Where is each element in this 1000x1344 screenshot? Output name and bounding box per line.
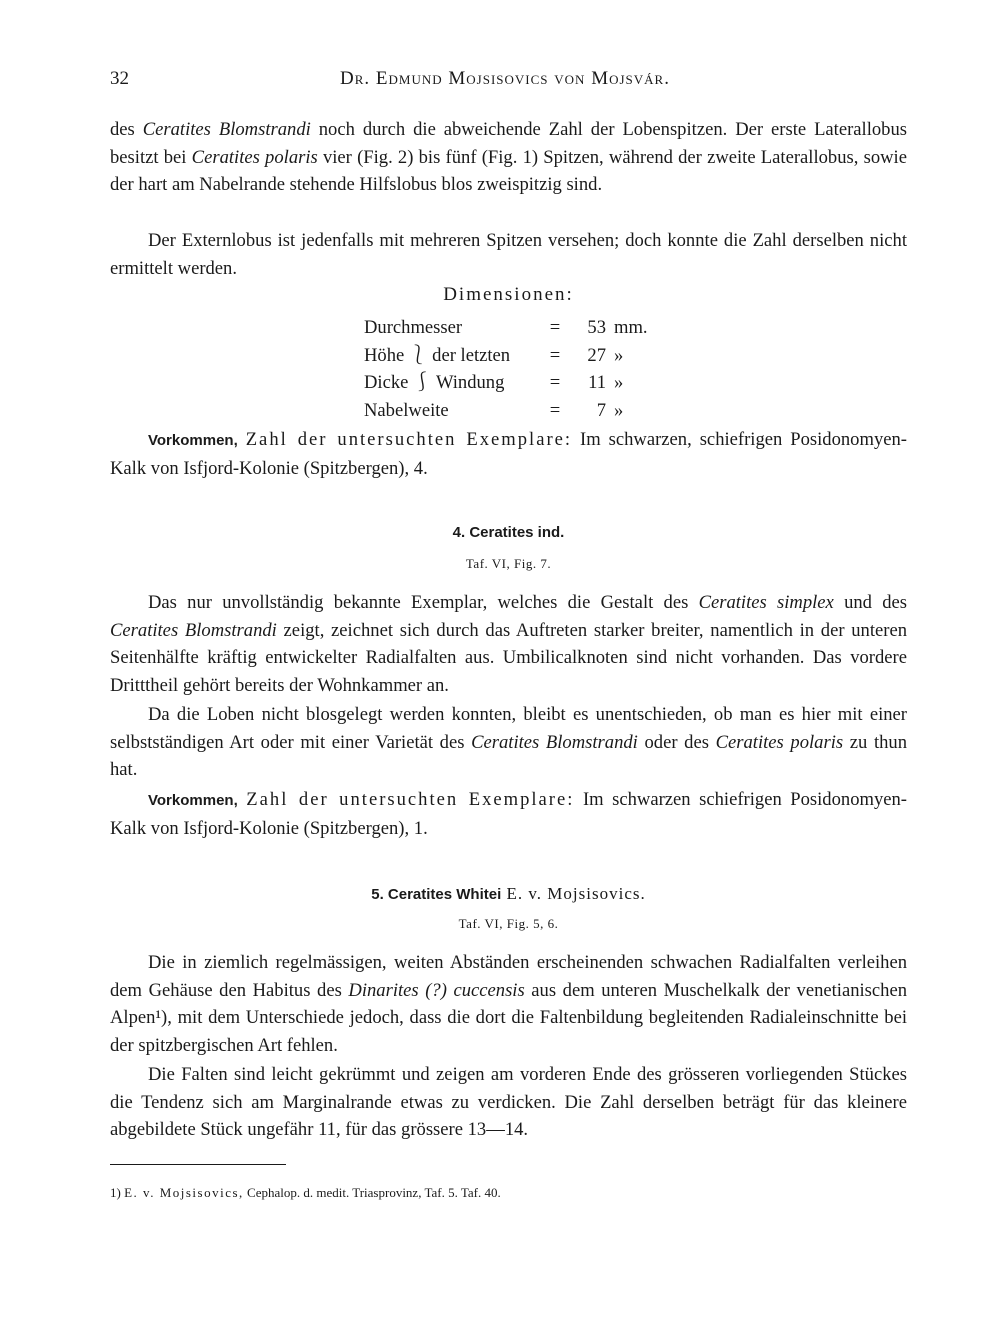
page-header (110, 68, 900, 98)
section-heading-4: 4. Ceratites ind. (452, 524, 565, 541)
paragraph-externlobus: Der Externlobus ist jedenfalls mit mehreren Spitzen versehen; doch konnte die Zahl derselben nicht ermittelt werden. (110, 230, 907, 279)
page-number: 32 (110, 68, 129, 89)
dimensions-table (364, 314, 648, 424)
dimensions-title: Dimensionen: (443, 284, 574, 305)
plate-reference-5: Taf. VI, Fig. 5, 6. (458, 916, 559, 931)
running-title: Dr. Edmund Mojsisovics von Mojsvár. (340, 68, 670, 89)
section-heading-5: 5. Ceratites Whitei E. v. Mojsisovics. (371, 884, 646, 903)
paragraph-sec5-habitus: Die in ziemlich regelmässigen, weiten Abständen erscheinenden schwachen Radialfalten verleihen dem Gehäuse den Habitus des Dinarites (?) cuccensis aus dem unteren Muschelkalk der venetianischen Alpen¹), mit dem Unterschiede jedoch, dass die dort die Faltenbildung begleitenden Radialeinschnitte bei der spitzbergischen Art fehlen. (110, 952, 907, 1056)
occurrence-paragraph-1: Vorkommen, Zahl der untersuchten Exemplare: Im schwarzen, schiefrigen Posidonomyen-Kalk von Isfjord-Kolonie (Spitzbergen), 4. (110, 429, 907, 479)
dimension-row: Durchmesser = 53 mm. (364, 317, 648, 338)
occurrence-paragraph-2: Vorkommen, Zahl der untersuchten Exemplare: Im schwarzen schiefrigen Posidonomyen-Kalk von Isfjord-Kolonie (Spitzbergen), 1. (110, 789, 907, 839)
dimension-row: Dicke ⎰ Windung = 11 » (364, 372, 624, 394)
footnote: 1) E. v. Mojsisovics, Cephalop. d. medit. Triasprovinz, Taf. 5. Taf. 40. (110, 1185, 501, 1200)
dimension-row: Nabelweite = 7 » (364, 399, 624, 421)
paragraph-sec4-description: Das nur unvollständig bekannte Exemplar, welches die Gestalt des Ceratites simplex und des Ceratites Blomstrandi zeigt, zeichnet sich durch das Auftreten starker breiter, namentlich in der unteren Seitenhälfte kräftig entwickelter Radialfalten aus. Umbilicalknoten sind nicht vorhanden. Das vordere Dritttheil gehört bereits der Wohnkammer an. (110, 592, 908, 696)
plate-reference-4: Taf. VI, Fig. 7. (465, 556, 552, 571)
paragraph-sec5-falten: Die Falten sind leicht gekrümmt und zeigen am vorderen Ende des grösseren vorliegenden Stückes die Tendenz sich am Marginalrande etwas zu verdicken. Die Zahl derselben beträgt für das kleinere abgebildete Stück ungefähr 11, für das grössere 13—14. (110, 1064, 907, 1141)
paragraph-lobes: des Ceratites Blomstrandi noch durch die abweichende Zahl der Lobenspitzen. Der erste Laterallobus besitzt bei Ceratites polaris vier (Fig. 2) bis fünf (Fig. 1) Spitzen, während der zweite Laterallobus, sowie der hart am Nabelrande stehende Hilfslobus blos zweispitzig sind. (110, 119, 907, 196)
dimension-row: Höhe ⎱ der letzten = 27 » (364, 344, 624, 366)
footnote-divider (110, 1164, 286, 1165)
paragraph-sec4-loben: Da die Loben nicht blosgelegt werden konnten, bleibt es unentschieden, ob man es hier mit einer selbstständigen Art oder mit einer Varietät des Ceratites Blomstrandi oder des Ceratites polaris zu thun hat. (110, 704, 908, 781)
